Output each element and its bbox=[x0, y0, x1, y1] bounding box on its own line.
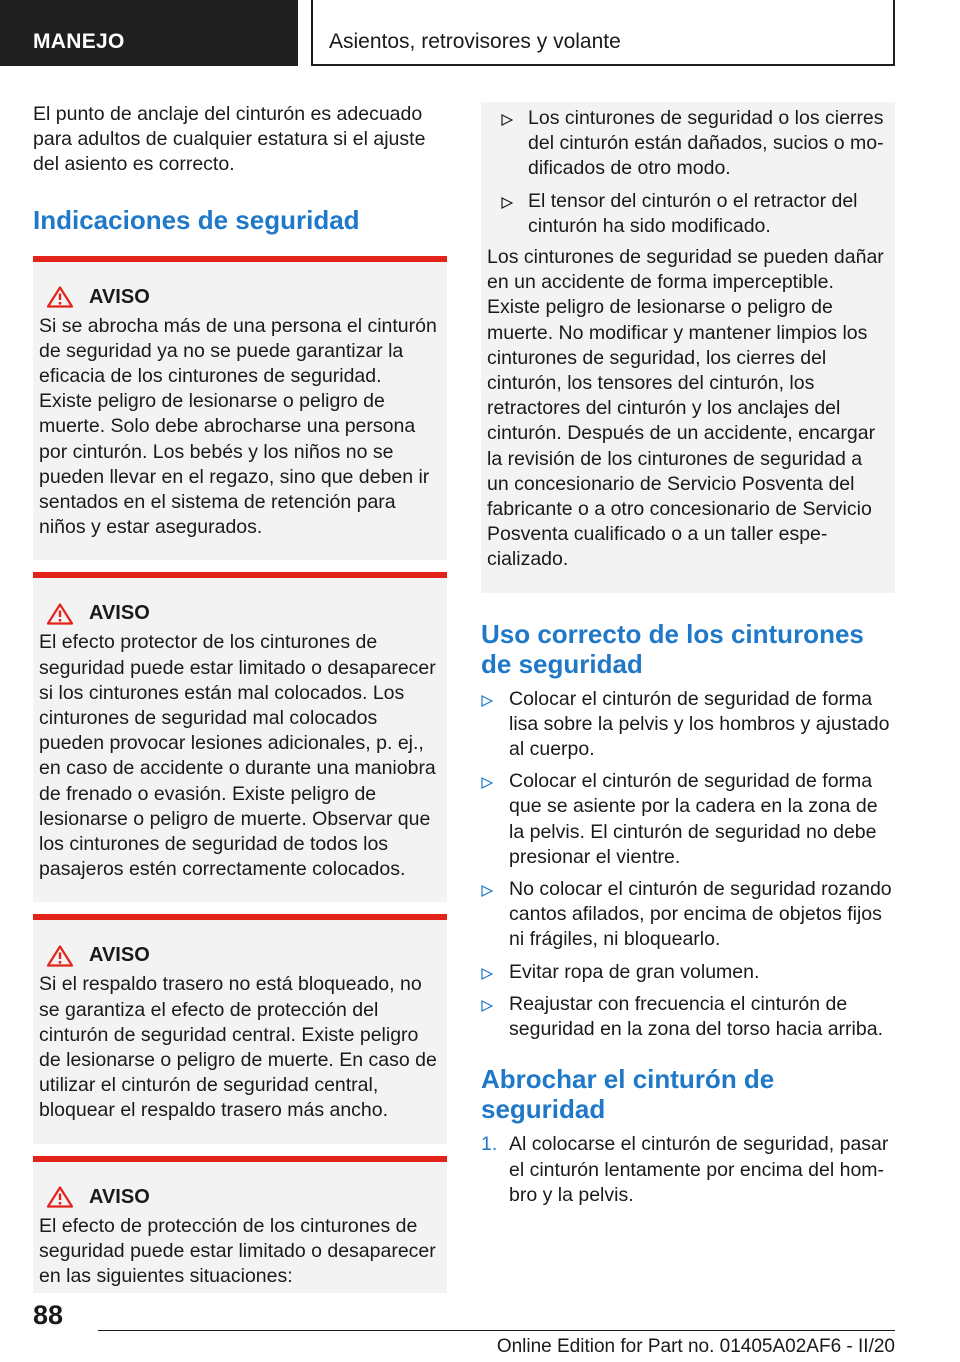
list-item: Los cinturones de seguridad o los cierres del cinturón están dañados, sucios o modificados de otro modo. bbox=[487, 106, 885, 182]
right-column bbox=[481, 102, 895, 1208]
triangle-bullet-icon bbox=[501, 114, 513, 126]
steps-list bbox=[481, 1132, 895, 1208]
intro-paragraph: El punto de anclaje del cinturón es adecuado para adultos de cualquier estatura si el ajuste del asiento es correcto. bbox=[33, 103, 426, 176]
list-item: Reajustar con frecuencia el cinturón de seguridad en la zona del torso hacia arriba. bbox=[481, 992, 895, 1042]
warning-text: Si el respaldo trasero no está bloqueado, no se garantiza el efecto de protección del cinturón de seguridad central. Existe peligro de lesionarse o peligro de muerte. En caso de utilizar el cinturón de seguridad central, bloquear el respaldo trasero más ancho. bbox=[39, 973, 437, 1122]
warning-box bbox=[33, 914, 447, 1143]
left-column bbox=[33, 102, 447, 1293]
triangle-bullet-icon bbox=[501, 197, 513, 209]
chapter-title: Asientos, retrovisores y volante bbox=[311, 0, 895, 66]
triangle-bullet-icon bbox=[481, 777, 493, 789]
warning-title: AVISO bbox=[89, 1185, 150, 1208]
list-item: Evitar ropa de gran volumen. bbox=[481, 960, 895, 985]
section-title: MANEJO bbox=[0, 0, 298, 66]
warning-triangle-icon bbox=[47, 1186, 73, 1208]
step-number: 1. bbox=[481, 1133, 498, 1156]
triangle-bullet-icon bbox=[481, 695, 493, 707]
heading-fasten-belt: Abrochar el cinturón de seguridad bbox=[481, 1064, 775, 1125]
warning-text: Si se abrocha más de una persona el cinturón de seguridad ya no se puede garantizar la eficacia de los cinturones de seguridad. Existe peligro de lesionarse o peligro de muerte. Solo debe abrocharse una persona por cinturón. Los bebés y los niños no se pueden llevar en el regazo, sino que deben ir sentados en el sistema de retención para niños y estar asegurados. bbox=[39, 314, 437, 539]
step-text: Al colocarse el cinturón de seguridad, pasar el cinturón lentamente por encima del hombro y la pelvis. bbox=[509, 1133, 889, 1206]
footer-divider bbox=[98, 1330, 895, 1331]
warning-header bbox=[47, 286, 439, 309]
warning-box bbox=[33, 256, 447, 561]
warning-title: AVISO bbox=[89, 602, 150, 625]
heading-safety: Indicaciones de seguridad bbox=[33, 204, 360, 235]
usage-bullet-list bbox=[481, 687, 895, 1043]
list-item: Colocar el cinturón de seguridad de forma lisa sobre la pelvis y los hombros y ajustado al cuerpo. bbox=[481, 687, 895, 763]
warning-title: AVISO bbox=[89, 285, 150, 308]
warning-header bbox=[47, 944, 439, 967]
triangle-bullet-icon bbox=[481, 885, 493, 897]
triangle-bullet-icon bbox=[481, 1000, 493, 1012]
warning-box bbox=[33, 1156, 447, 1294]
triangle-bullet-icon bbox=[481, 968, 493, 980]
warning-box bbox=[33, 572, 447, 902]
warning-triangle-icon bbox=[47, 945, 73, 967]
warning-text: El efecto de protección de los cinturones de seguridad puede estar limitado o desaparecer en las siguientes situaciones: bbox=[39, 1214, 436, 1288]
warning-bullet-list bbox=[487, 106, 885, 239]
warning-triangle-icon bbox=[47, 286, 73, 308]
heading-correct-use: Uso correcto de los cinturones de seguridad bbox=[481, 618, 864, 679]
warning-header bbox=[47, 1186, 439, 1209]
edition-text: Online Edition for Part no. 01405A02AF6 - II/20 bbox=[496, 1336, 895, 1357]
warning-continuation bbox=[481, 102, 895, 593]
list-item bbox=[481, 1132, 895, 1208]
warning-header bbox=[47, 602, 439, 625]
warning-text: El efecto protector de los cinturones de seguridad puede estar limitado o desaparecer si los cinturones están mal colocados. Los cinturones de seguridad mal colocados pueden provocar lesiones adicionales, p. ej., en caso de accidente o durante una maniobra de frenado o evasión. Existe peligro de lesionarse o peligro de muerte. Observar que los cinturones de seguridad de todos los pasajeros estén correctamente colocados. bbox=[39, 631, 436, 881]
list-item: Colocar el cinturón de seguridad de forma que se asiente por la cadera en la zona de la pelvis. El cinturón de seguridad no debe presionar el vientre. bbox=[481, 769, 895, 870]
page-header bbox=[0, 0, 960, 66]
list-item: El tensor del cinturón o el retractor del cinturón ha sido modificado. bbox=[487, 189, 885, 239]
page-number: 88 bbox=[33, 1300, 64, 1330]
list-item: No colocar el cinturón de seguridad rozando cantos afilados, por encima de objetos fijos ni frágiles, ni bloquearlo. bbox=[481, 877, 895, 953]
warning-title: AVISO bbox=[89, 944, 150, 967]
warning-paragraph: Los cinturones de seguridad se pueden dañar en un accidente de forma imperceptible. Existe peligro de lesionarse o peligro de muerte. No modificar y mantener limpios los cinturones de seguridad, los cierres del cinturón, los tensores del cinturón, los retractores del cinturón y los anclajes del cinturón. Después de un accidente, encargar la revisión de los cinturones de seguridad a un concesionario de Servicio Posventa del fabricante o a otro concesionario de Servicio Posventa cualificado o a un taller especializado. bbox=[487, 246, 884, 571]
warning-triangle-icon bbox=[47, 603, 73, 625]
